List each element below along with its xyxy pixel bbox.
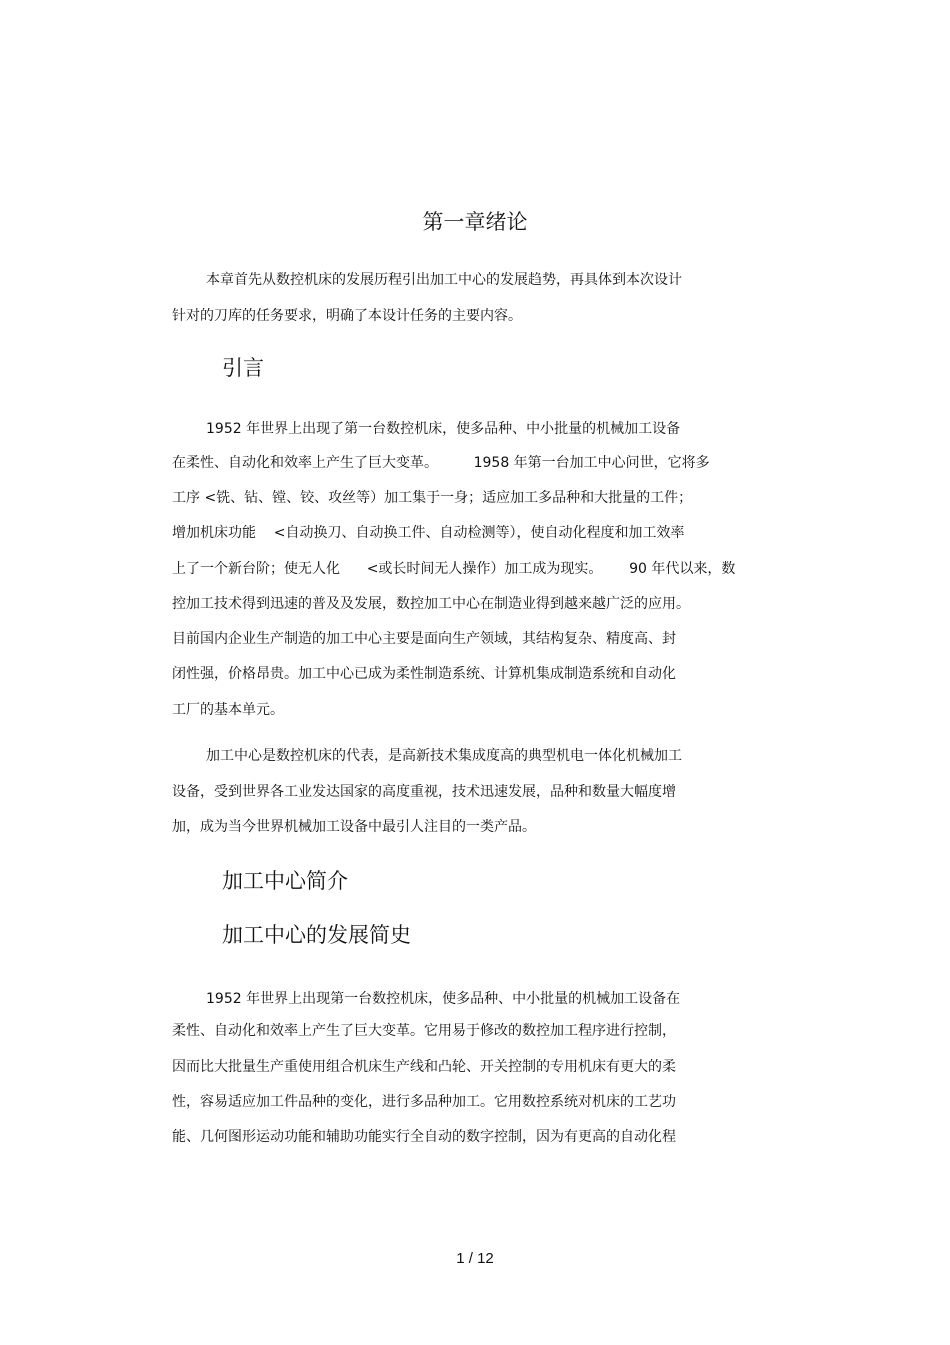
para1-line-9: 工厂的基本单元。 (172, 702, 284, 718)
para3-line-4: 性，容易适应加工件品种的变化，进行多品种加工。它用数控系统对机床的工艺功 (172, 1094, 676, 1110)
section-heading-overview: 加工中心简介 (222, 869, 348, 893)
chapter-title: 第一章绪论 (422, 210, 528, 234)
intro-line-2: 针对的刀库的任务要求，明确了本设计任务的主要内容。 (172, 308, 522, 324)
para2-line-3: 加，成为当今世界机械加工设备中最引人注目的一类产品。 (172, 819, 536, 835)
para1-line-2: 在柔性、自动化和效率上产生了巨大变革。 1958 年第一台加工中心问世，它将多 (172, 455, 710, 471)
section-heading-introduction: 引言 (222, 356, 264, 380)
para3-line-2: 柔性、自动化和效率上产生了巨大变革。它用易于修改的数控加工程序进行控制， (172, 1023, 676, 1039)
para2-line-1: 加工中心是数控机床的代表，是高新技术集成度高的典型机电一体化机械加工 (206, 748, 682, 764)
section-heading-history: 加工中心的发展简史 (222, 923, 411, 947)
para1-line-4: 增加机床功能 <自动换刀、自动换工件、自动检测等），使自动化程度和加工效率 (172, 525, 685, 541)
para3-line-1: 1952 年世界上出现第一台数控机床，使多品种、中小批量的机械加工设备在 (206, 991, 681, 1007)
intro-line-1: 本章首先从数控机床的发展历程引出加工中心的发展趋势，再具体到本次设计 (206, 272, 682, 288)
para3-line-5: 能、几何图形运动功能和辅助功能实行全自动的数字控制，因为有更高的自动化程 (172, 1129, 676, 1145)
para1-line-6: 控加工技术得到迅速的普及及发展，数控加工中心在制造业得到越来越广泛的应用。 (172, 596, 690, 612)
para1-line-7: 目前国内企业生产制造的加工中心主要是面向生产领域，其结构复杂、精度高、封 (172, 631, 676, 647)
para1-line-1: 1952 年世界上出现了第一台数控机床，使多品种、中小批量的机械加工设备 (206, 421, 681, 437)
para1-line-3: 工序 <铣、钻、镗、铰、攻丝等）加工集于一身；适应加工多品种和大批量的工件； (172, 490, 693, 506)
para2-line-2: 设备，受到世界各工业发达国家的高度重视，技术迅速发展，品种和数量大幅度增 (172, 784, 676, 800)
page-number: 1 / 12 (456, 1250, 494, 1267)
para3-line-3: 因而比大批量生产重使用组合机床生产线和凸轮、开关控制的专用机床有更大的柔 (172, 1059, 676, 1075)
para1-line-8: 闭性强，价格昂贵。加工中心已成为柔性制造系统、计算机集成制造系统和自动化 (172, 666, 676, 682)
para1-line-5: 上了一个新台阶；使无人化 <或长时间无人操作）加工成为现实。 90 年代以来，数 (172, 561, 736, 577)
